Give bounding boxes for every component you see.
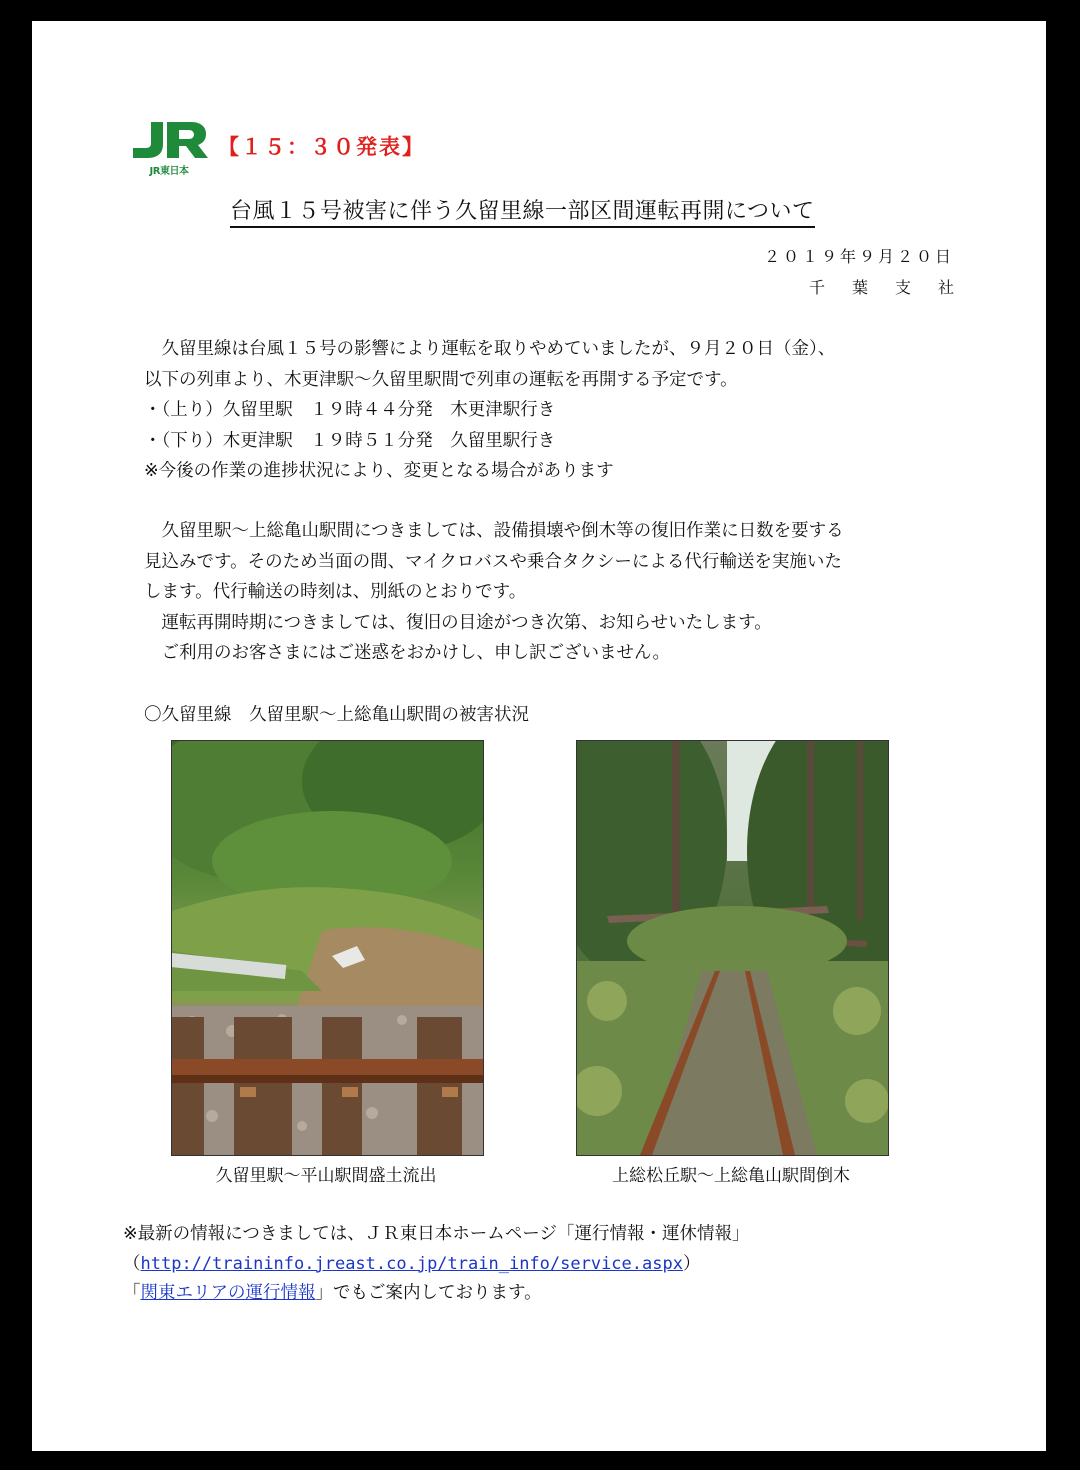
logo-subtitle: JR東日本 [149, 166, 189, 177]
footer-line-3 [123, 1279, 749, 1309]
fallen-trees-photo [576, 740, 889, 1156]
paren-open: （ [123, 1253, 141, 1274]
issuing-branch: 千葉支社 [808, 278, 981, 297]
damage-section-heading: 〇久留里線 久留里駅～上総亀山駅間の被害状況 [144, 705, 529, 725]
quote-open: 「 [123, 1283, 141, 1303]
resumption-notice [144, 334, 964, 487]
kanto-area-info-link[interactable]: 関東エリアの運行情報 [140, 1283, 316, 1303]
embankment-washout-photo [171, 740, 484, 1156]
jr-east-logo [129, 118, 209, 178]
substitute-transport-notice [144, 516, 964, 669]
paren-close: ） [682, 1253, 701, 1274]
announcement-time: 【１５：３０発表】 [218, 135, 425, 159]
photo2-caption: 上総松丘駅～上総亀山駅間倒木 [612, 1166, 850, 1186]
text-line: ・（下り）木更津駅 １９時５１分発 久留里駅行き [144, 430, 556, 451]
text-line: ・（上り）久留里駅 １９時４４分発 木更津駅行き [144, 400, 556, 420]
page-title: 台風１５号被害に伴う久留里線一部区間運転再開について [230, 194, 815, 228]
issue-date: ２０１９年９月２０日 [763, 247, 954, 266]
text-line: 運転再開時期につきましては、復旧の目途がつき次第、お知らせいたします。 [161, 612, 772, 633]
text-line: 見込みです。そのため当面の間、マイクロバスや乗合タクシーによる代行輸送を実施いた [144, 551, 842, 572]
service-info-link[interactable]: http://traininfo.jreast.co.jp/train_info/service.aspx [140, 1253, 683, 1274]
footer-notice [123, 1220, 749, 1309]
text-line: します。代行輸送の時刻は、別紙のとおりです。 [144, 582, 527, 602]
footer-line-3-rest: 」でもご案内しております。 [315, 1283, 542, 1303]
text-line: ご利用のお客さまにはご迷惑をおかけし、申し訳ございません。 [161, 643, 671, 663]
photo1-caption: 久留里駅～平山駅間盛土流出 [215, 1166, 437, 1186]
text-line: 久留里線は台風１５号の影響により運転を取りやめていましたが、９月２０日（金）、 [161, 339, 836, 359]
text-line: ※今後の作業の進捗状況により、変更となる場合があります [144, 461, 614, 481]
text-line: 久留里駅～上総亀山駅間につきましては、設備損壊や倒木等の復旧作業に日数を要する [161, 521, 844, 541]
footer-line-2 [123, 1250, 749, 1280]
footer-line-1: ※最新の情報につきましては、ＪＲ東日本ホームページ「運行情報・運休情報」 [123, 1224, 750, 1244]
text-line: 以下の列車より、木更津駅～久留里駅間で列車の運転を再開する予定です。 [144, 369, 738, 390]
jr-logo-mark [129, 118, 209, 162]
document-page [32, 21, 1046, 1451]
